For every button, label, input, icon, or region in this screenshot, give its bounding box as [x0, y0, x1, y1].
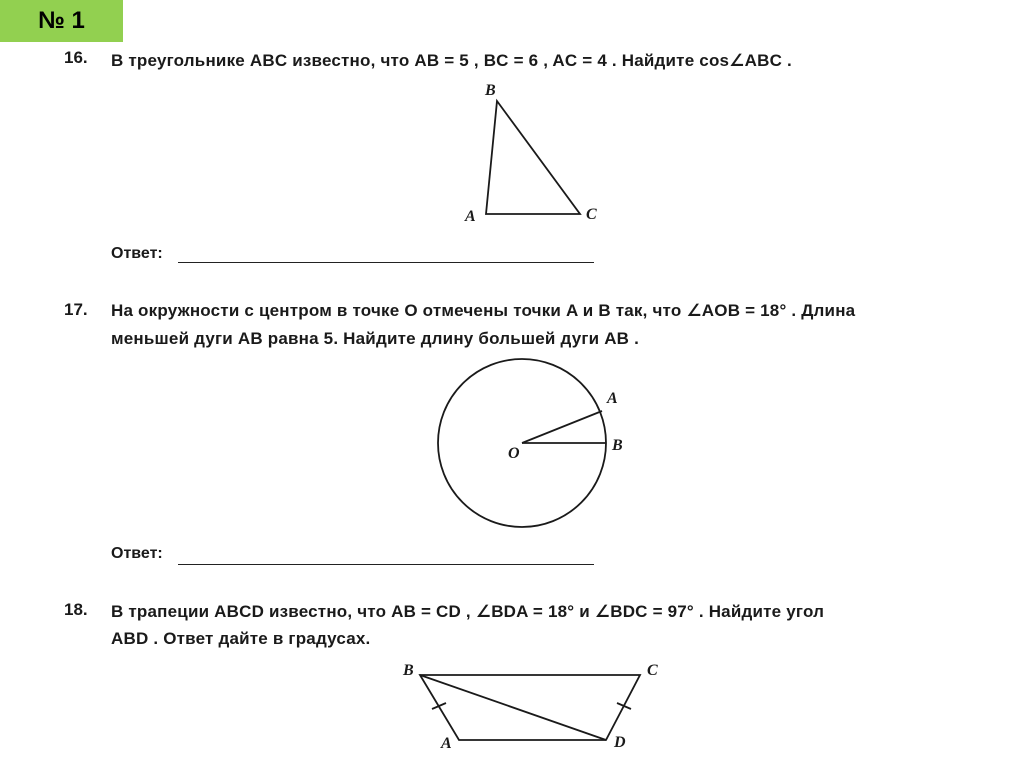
problem-16-answer-label: Ответ: [111, 245, 163, 262]
point-label-b: B [612, 437, 623, 454]
problem-18-number: 18. [64, 600, 88, 619]
point-label-a: A [465, 208, 476, 225]
point-label-c: C [586, 206, 597, 223]
problem-18-text-line-1: В трапеции ABCD известно, что AB = CD , ∠BDA = 18° и ∠BDC = 97° . Найдите угол [111, 602, 825, 621]
point-label-o: O [508, 445, 520, 462]
point-label-a: A [607, 390, 618, 407]
point-label-a: A [441, 735, 452, 752]
problem-16-text: В треугольнике ABC известно, что AB = 5 , BC = 6 , AC = 4 . Найдите cos∠ABC . [111, 51, 792, 70]
point-label-b: B [485, 82, 496, 99]
point-label-d: D [614, 734, 626, 751]
diagonal-bd [420, 675, 606, 740]
problem-16-number: 16. [64, 48, 88, 67]
problem-17-text-line-2: меньшей дуги AB равна 5. Найдите длину большей дуги AB . [111, 329, 639, 348]
problem-17-number: 17. [64, 300, 88, 319]
point-label-c: C [647, 662, 658, 679]
slide-number-badge: № 1 [0, 0, 123, 42]
problem-17-answer-label: Ответ: [111, 545, 163, 562]
problem-18-text-line-2: ABD . Ответ дайте в градусах. [111, 629, 371, 648]
trapezoid-abcd [420, 675, 640, 740]
point-label-b: B [403, 662, 414, 679]
problem-17-text-line-1: На окружности с центром в точке O отмечены точки A и B так, что ∠AOB = 18° . Длина [111, 301, 856, 320]
